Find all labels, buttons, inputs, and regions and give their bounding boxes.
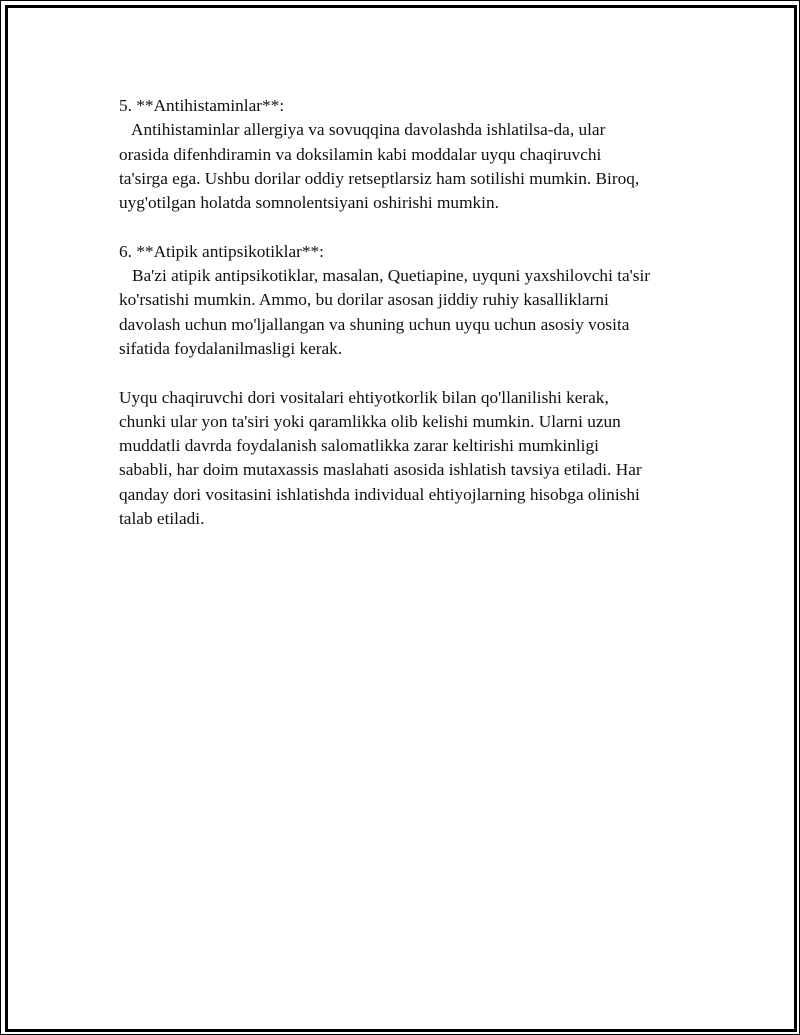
paragraph-line: orasida difenhdiramin va doksilamin kabi moddalar uyqu chaqiruvchi bbox=[119, 144, 602, 164]
paragraph-line: muddatli davrda foydalanish salomatlikka zarar keltirishi mumkinligi bbox=[119, 436, 599, 456]
paragraph-line: sababli, har doim mutaxassis maslahati asosida ishlatish tavsiya etiladi. Har bbox=[119, 460, 642, 480]
paragraph-line: Ba'zi atipik antipsikotiklar, masalan, Quetiapine, uyquni yaxshilovchi ta'sir bbox=[119, 266, 651, 286]
paragraph-line: Uyqu chaqiruvchi dori vositalari ehtiyotkorlik bilan qo'llanilishi kerak, bbox=[119, 387, 609, 407]
paragraph-line: chunki ular yon ta'siri yoki qaramlikka olib kelishi mumkin. Ularni uzun bbox=[119, 411, 621, 431]
section-heading: 6. **Atipik antipsikotiklar**: bbox=[119, 241, 324, 261]
document-body bbox=[119, 94, 699, 531]
section-heading: 5. **Antihistaminlar**: bbox=[119, 96, 285, 115]
paragraph-line: davolash uchun mo'ljallangan va shuning uchun uyqu uchun asosiy vosita bbox=[119, 314, 630, 334]
paragraph-line: qanday dori vositasini ishlatishda individual ehtiyojlarning hisobga olinishi bbox=[119, 484, 640, 504]
paragraph-line: Antihistaminlar allergiya va sovuqqina davolashda ishlatilsa-da, ular bbox=[119, 120, 606, 140]
paragraph-line: talab etiladi. bbox=[119, 509, 205, 529]
paragraph-line: ta'sirga ega. Ushbu dorilar oddiy retseptlarsiz ham sotilishi mumkin. Biroq, bbox=[119, 168, 640, 188]
paragraph-spacer bbox=[119, 215, 699, 239]
paragraph-line: sifatida foydalanilmasligi kerak. bbox=[119, 338, 343, 358]
paragraph-line: uyg'otilgan holatda somnolentsiyani oshirishi mumkin. bbox=[119, 193, 499, 213]
paragraph-spacer bbox=[119, 361, 699, 385]
section-atypical-antipsychotics bbox=[119, 240, 699, 361]
paragraph-line: ko'rsatishi mumkin. Ammo, bu dorilar asosan jiddiy ruhiy kasalliklarni bbox=[119, 290, 609, 310]
section-antihistamines bbox=[119, 94, 699, 215]
conclusion-paragraph bbox=[119, 386, 699, 532]
